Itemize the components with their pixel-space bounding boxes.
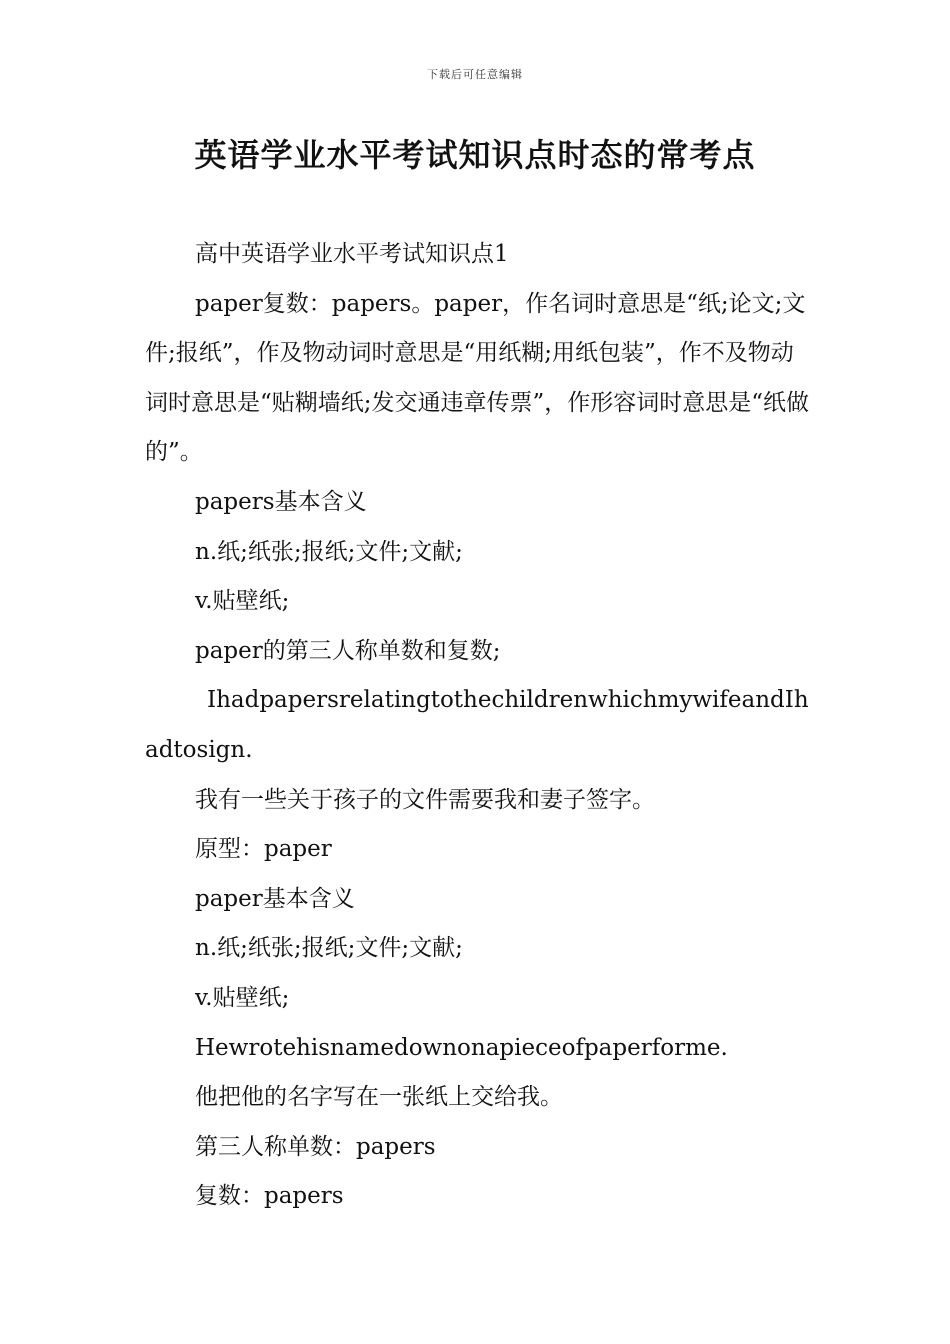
paragraph-paper-meaning: paper基本含义	[195, 885, 355, 912]
paragraph-definition: paper复数：papers。paper，作名词时意思是“纸;论文;文件;报纸”，作及物动词时意思是“用纸糊;用纸包装”，作不及物动词时意思是“贴糊墙纸;发交通违章传票”，作形容词时意思是“纸做的”。	[145, 290, 810, 466]
header-note: 下载后可任意编辑	[427, 68, 523, 81]
paragraph-verb-2: v.贴壁纸;	[195, 984, 290, 1011]
paragraph-example-zh-2: 他把他的名字写在一张纸上交给我。	[195, 1084, 563, 1111]
paragraph-third-person: paper的第三人称单数和复数;	[195, 637, 501, 664]
paragraph-noun-2: n.纸;纸张;报纸;文件;文献;	[195, 935, 463, 962]
document-body	[145, 230, 810, 1222]
paragraph-example-en: IhadpapersrelatingtothechildrenwhichmywifeandIhadtosign.	[145, 687, 809, 763]
paragraph-example-en-2: Hewrotehisnamedownonapieceofpaperforme.	[195, 1034, 728, 1061]
paragraph-papers-meaning: papers基本含义	[195, 488, 367, 515]
paragraph-third-person-singular: 第三人称单数：papers	[195, 1133, 436, 1160]
paragraph-heading: 高中英语学业水平考试知识点1	[195, 241, 509, 267]
paragraph-plural: 复数：papers	[195, 1183, 344, 1210]
paragraph-prototype: 原型：paper	[195, 836, 332, 863]
paragraph-example-zh: 我有一些关于孩子的文件需要我和妻子签字。	[195, 786, 655, 813]
paragraph-noun: n.纸;纸张;报纸;文件;文献;	[195, 538, 463, 565]
page-title: 英语学业水平考试知识点时态的常考点	[194, 136, 756, 174]
paragraph-verb: v.贴壁纸;	[195, 588, 290, 615]
